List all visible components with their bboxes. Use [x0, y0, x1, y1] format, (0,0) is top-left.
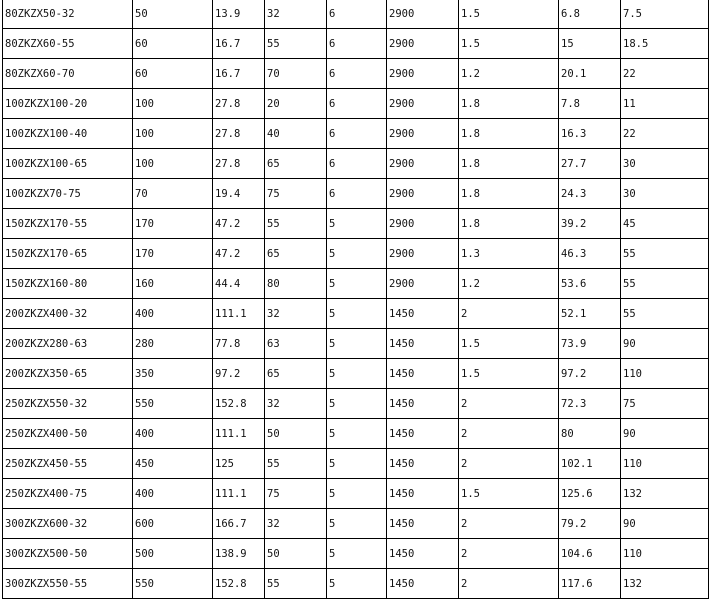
- cell-speed: 1450: [387, 299, 459, 329]
- table-row: [3, 479, 709, 509]
- cell-flow-m3h: 400: [133, 299, 213, 329]
- cell-power-b: 79.2: [559, 509, 621, 539]
- table-row: [3, 59, 709, 89]
- cell-power-b: 6.8: [559, 0, 621, 29]
- cell-power-b: 73.9: [559, 329, 621, 359]
- cell-npsh: 5: [327, 359, 387, 389]
- cell-power-a: 1.5: [459, 29, 559, 59]
- cell-motor-power: 55: [621, 269, 709, 299]
- cell-head: 50: [265, 419, 327, 449]
- cell-head: 55: [265, 209, 327, 239]
- cell-power-b: 125.6: [559, 479, 621, 509]
- cell-speed: 2900: [387, 209, 459, 239]
- cell-power-a: 1.5: [459, 329, 559, 359]
- cell-flow-ls: 19.4: [213, 179, 265, 209]
- cell-motor-power: 132: [621, 569, 709, 599]
- cell-speed: 2900: [387, 59, 459, 89]
- table-row: [3, 0, 709, 29]
- cell-motor-power: 110: [621, 449, 709, 479]
- cell-model: 250ZKZX550-32: [3, 389, 133, 419]
- cell-model: 100ZKZX70-75: [3, 179, 133, 209]
- cell-head: 40: [265, 119, 327, 149]
- cell-flow-ls: 111.1: [213, 299, 265, 329]
- table-row: [3, 449, 709, 479]
- cell-flow-ls: 152.8: [213, 569, 265, 599]
- cell-head: 63: [265, 329, 327, 359]
- cell-speed: 2900: [387, 149, 459, 179]
- cell-flow-ls: 138.9: [213, 539, 265, 569]
- cell-head: 75: [265, 179, 327, 209]
- cell-model: 200ZKZX350-65: [3, 359, 133, 389]
- cell-power-a: 2: [459, 509, 559, 539]
- cell-model: 200ZKZX280-63: [3, 329, 133, 359]
- cell-motor-power: 7.5: [621, 0, 709, 29]
- cell-speed: 1450: [387, 509, 459, 539]
- cell-flow-m3h: 100: [133, 149, 213, 179]
- cell-speed: 1450: [387, 389, 459, 419]
- cell-motor-power: 90: [621, 509, 709, 539]
- cell-power-a: 1.2: [459, 269, 559, 299]
- cell-model: 80ZKZX60-55: [3, 29, 133, 59]
- cell-flow-m3h: 350: [133, 359, 213, 389]
- table-row: [3, 239, 709, 269]
- cell-power-a: 2: [459, 419, 559, 449]
- cell-npsh: 6: [327, 119, 387, 149]
- cell-flow-m3h: 600: [133, 509, 213, 539]
- cell-motor-power: 110: [621, 359, 709, 389]
- cell-model: 150ZKZX170-65: [3, 239, 133, 269]
- cell-model: 250ZKZX450-55: [3, 449, 133, 479]
- cell-npsh: 5: [327, 209, 387, 239]
- cell-head: 50: [265, 539, 327, 569]
- cell-head: 32: [265, 299, 327, 329]
- cell-speed: 1450: [387, 419, 459, 449]
- cell-power-b: 7.8: [559, 89, 621, 119]
- cell-npsh: 6: [327, 29, 387, 59]
- cell-motor-power: 55: [621, 299, 709, 329]
- cell-power-a: 2: [459, 299, 559, 329]
- cell-flow-m3h: 70: [133, 179, 213, 209]
- cell-model: 300ZKZX600-32: [3, 509, 133, 539]
- cell-flow-m3h: 160: [133, 269, 213, 299]
- table-row: [3, 299, 709, 329]
- table-row: [3, 569, 709, 599]
- cell-flow-m3h: 50: [133, 0, 213, 29]
- cell-model: 150ZKZX170-55: [3, 209, 133, 239]
- cell-npsh: 5: [327, 389, 387, 419]
- cell-power-b: 102.1: [559, 449, 621, 479]
- cell-model: 150ZKZX160-80: [3, 269, 133, 299]
- cell-motor-power: 132: [621, 479, 709, 509]
- cell-flow-ls: 166.7: [213, 509, 265, 539]
- cell-head: 32: [265, 389, 327, 419]
- cell-flow-ls: 111.1: [213, 479, 265, 509]
- cell-power-b: 80: [559, 419, 621, 449]
- cell-power-a: 1.3: [459, 239, 559, 269]
- cell-power-b: 72.3: [559, 389, 621, 419]
- cell-speed: 1450: [387, 569, 459, 599]
- cell-head: 32: [265, 0, 327, 29]
- cell-flow-ls: 44.4: [213, 269, 265, 299]
- cell-power-b: 117.6: [559, 569, 621, 599]
- cell-flow-ls: 47.2: [213, 209, 265, 239]
- cell-power-b: 104.6: [559, 539, 621, 569]
- cell-flow-m3h: 450: [133, 449, 213, 479]
- cell-flow-ls: 152.8: [213, 389, 265, 419]
- table-row: [3, 539, 709, 569]
- cell-flow-m3h: 550: [133, 569, 213, 599]
- cell-flow-ls: 27.8: [213, 119, 265, 149]
- cell-motor-power: 55: [621, 239, 709, 269]
- cell-speed: 2900: [387, 119, 459, 149]
- table-row: [3, 179, 709, 209]
- cell-speed: 2900: [387, 29, 459, 59]
- cell-power-b: 53.6: [559, 269, 621, 299]
- cell-power-b: 97.2: [559, 359, 621, 389]
- cell-speed: 2900: [387, 239, 459, 269]
- cell-speed: 2900: [387, 0, 459, 29]
- cell-speed: 1450: [387, 359, 459, 389]
- cell-model: 300ZKZX500-50: [3, 539, 133, 569]
- cell-npsh: 5: [327, 449, 387, 479]
- cell-model: 250ZKZX400-75: [3, 479, 133, 509]
- pump-spec-table: [2, 0, 709, 599]
- cell-flow-m3h: 60: [133, 59, 213, 89]
- table-row: [3, 209, 709, 239]
- cell-npsh: 5: [327, 239, 387, 269]
- cell-head: 70: [265, 59, 327, 89]
- cell-power-a: 2: [459, 389, 559, 419]
- cell-head: 80: [265, 269, 327, 299]
- cell-flow-m3h: 400: [133, 419, 213, 449]
- cell-head: 65: [265, 149, 327, 179]
- cell-npsh: 5: [327, 569, 387, 599]
- cell-model: 250ZKZX400-50: [3, 419, 133, 449]
- cell-npsh: 5: [327, 479, 387, 509]
- cell-motor-power: 90: [621, 419, 709, 449]
- cell-flow-m3h: 500: [133, 539, 213, 569]
- cell-power-b: 39.2: [559, 209, 621, 239]
- cell-power-a: 2: [459, 539, 559, 569]
- table-row: [3, 389, 709, 419]
- cell-motor-power: 45: [621, 209, 709, 239]
- cell-power-a: 2: [459, 569, 559, 599]
- cell-head: 55: [265, 29, 327, 59]
- cell-speed: 1450: [387, 479, 459, 509]
- cell-speed: 2900: [387, 179, 459, 209]
- cell-flow-m3h: 170: [133, 209, 213, 239]
- table-row: [3, 329, 709, 359]
- table-row: [3, 29, 709, 59]
- cell-npsh: 5: [327, 509, 387, 539]
- table-row: [3, 119, 709, 149]
- cell-power-b: 15: [559, 29, 621, 59]
- cell-npsh: 6: [327, 59, 387, 89]
- cell-power-a: 1.8: [459, 119, 559, 149]
- table-row: [3, 269, 709, 299]
- cell-power-a: 1.2: [459, 59, 559, 89]
- cell-motor-power: 110: [621, 539, 709, 569]
- cell-model: 80ZKZX50-32: [3, 0, 133, 29]
- cell-flow-ls: 47.2: [213, 239, 265, 269]
- cell-power-a: 2: [459, 449, 559, 479]
- cell-npsh: 6: [327, 179, 387, 209]
- cell-flow-ls: 16.7: [213, 59, 265, 89]
- cell-head: 20: [265, 89, 327, 119]
- cell-speed: 2900: [387, 89, 459, 119]
- cell-flow-m3h: 550: [133, 389, 213, 419]
- cell-power-b: 16.3: [559, 119, 621, 149]
- cell-motor-power: 90: [621, 329, 709, 359]
- cell-model: 100ZKZX100-20: [3, 89, 133, 119]
- table-row: [3, 509, 709, 539]
- cell-flow-ls: 97.2: [213, 359, 265, 389]
- cell-flow-m3h: 100: [133, 119, 213, 149]
- cell-power-a: 1.8: [459, 179, 559, 209]
- cell-power-a: 1.5: [459, 479, 559, 509]
- cell-motor-power: 11: [621, 89, 709, 119]
- cell-flow-ls: 125: [213, 449, 265, 479]
- cell-motor-power: 75: [621, 389, 709, 419]
- cell-npsh: 6: [327, 0, 387, 29]
- cell-power-a: 1.8: [459, 209, 559, 239]
- cell-motor-power: 30: [621, 179, 709, 209]
- cell-power-b: 20.1: [559, 59, 621, 89]
- cell-motor-power: 22: [621, 119, 709, 149]
- cell-flow-ls: 16.7: [213, 29, 265, 59]
- cell-model: 80ZKZX60-70: [3, 59, 133, 89]
- cell-power-a: 1.8: [459, 149, 559, 179]
- cell-head: 65: [265, 239, 327, 269]
- cell-motor-power: 30: [621, 149, 709, 179]
- cell-speed: 1450: [387, 449, 459, 479]
- cell-speed: 1450: [387, 539, 459, 569]
- cell-head: 75: [265, 479, 327, 509]
- cell-head: 65: [265, 359, 327, 389]
- cell-motor-power: 22: [621, 59, 709, 89]
- cell-motor-power: 18.5: [621, 29, 709, 59]
- cell-flow-m3h: 170: [133, 239, 213, 269]
- cell-npsh: 6: [327, 89, 387, 119]
- cell-flow-m3h: 60: [133, 29, 213, 59]
- cell-power-b: 46.3: [559, 239, 621, 269]
- cell-flow-ls: 111.1: [213, 419, 265, 449]
- cell-head: 55: [265, 569, 327, 599]
- cell-speed: 1450: [387, 329, 459, 359]
- cell-head: 55: [265, 449, 327, 479]
- table-row: [3, 419, 709, 449]
- cell-power-a: 1.5: [459, 359, 559, 389]
- table-body: [3, 0, 709, 599]
- cell-npsh: 5: [327, 539, 387, 569]
- cell-power-a: 1.8: [459, 89, 559, 119]
- cell-flow-ls: 77.8: [213, 329, 265, 359]
- table-row: [3, 359, 709, 389]
- cell-power-b: 52.1: [559, 299, 621, 329]
- cell-npsh: 5: [327, 299, 387, 329]
- cell-power-b: 27.7: [559, 149, 621, 179]
- cell-model: 100ZKZX100-40: [3, 119, 133, 149]
- cell-flow-m3h: 280: [133, 329, 213, 359]
- cell-flow-m3h: 400: [133, 479, 213, 509]
- cell-flow-ls: 13.9: [213, 0, 265, 29]
- cell-head: 32: [265, 509, 327, 539]
- cell-flow-m3h: 100: [133, 89, 213, 119]
- cell-npsh: 6: [327, 149, 387, 179]
- cell-model: 100ZKZX100-65: [3, 149, 133, 179]
- cell-model: 200ZKZX400-32: [3, 299, 133, 329]
- cell-power-a: 1.5: [459, 0, 559, 29]
- cell-npsh: 5: [327, 269, 387, 299]
- cell-flow-ls: 27.8: [213, 89, 265, 119]
- cell-npsh: 5: [327, 419, 387, 449]
- cell-speed: 2900: [387, 269, 459, 299]
- cell-flow-ls: 27.8: [213, 149, 265, 179]
- cell-model: 300ZKZX550-55: [3, 569, 133, 599]
- cell-power-b: 24.3: [559, 179, 621, 209]
- cell-npsh: 5: [327, 329, 387, 359]
- table-row: [3, 149, 709, 179]
- table-row: [3, 89, 709, 119]
